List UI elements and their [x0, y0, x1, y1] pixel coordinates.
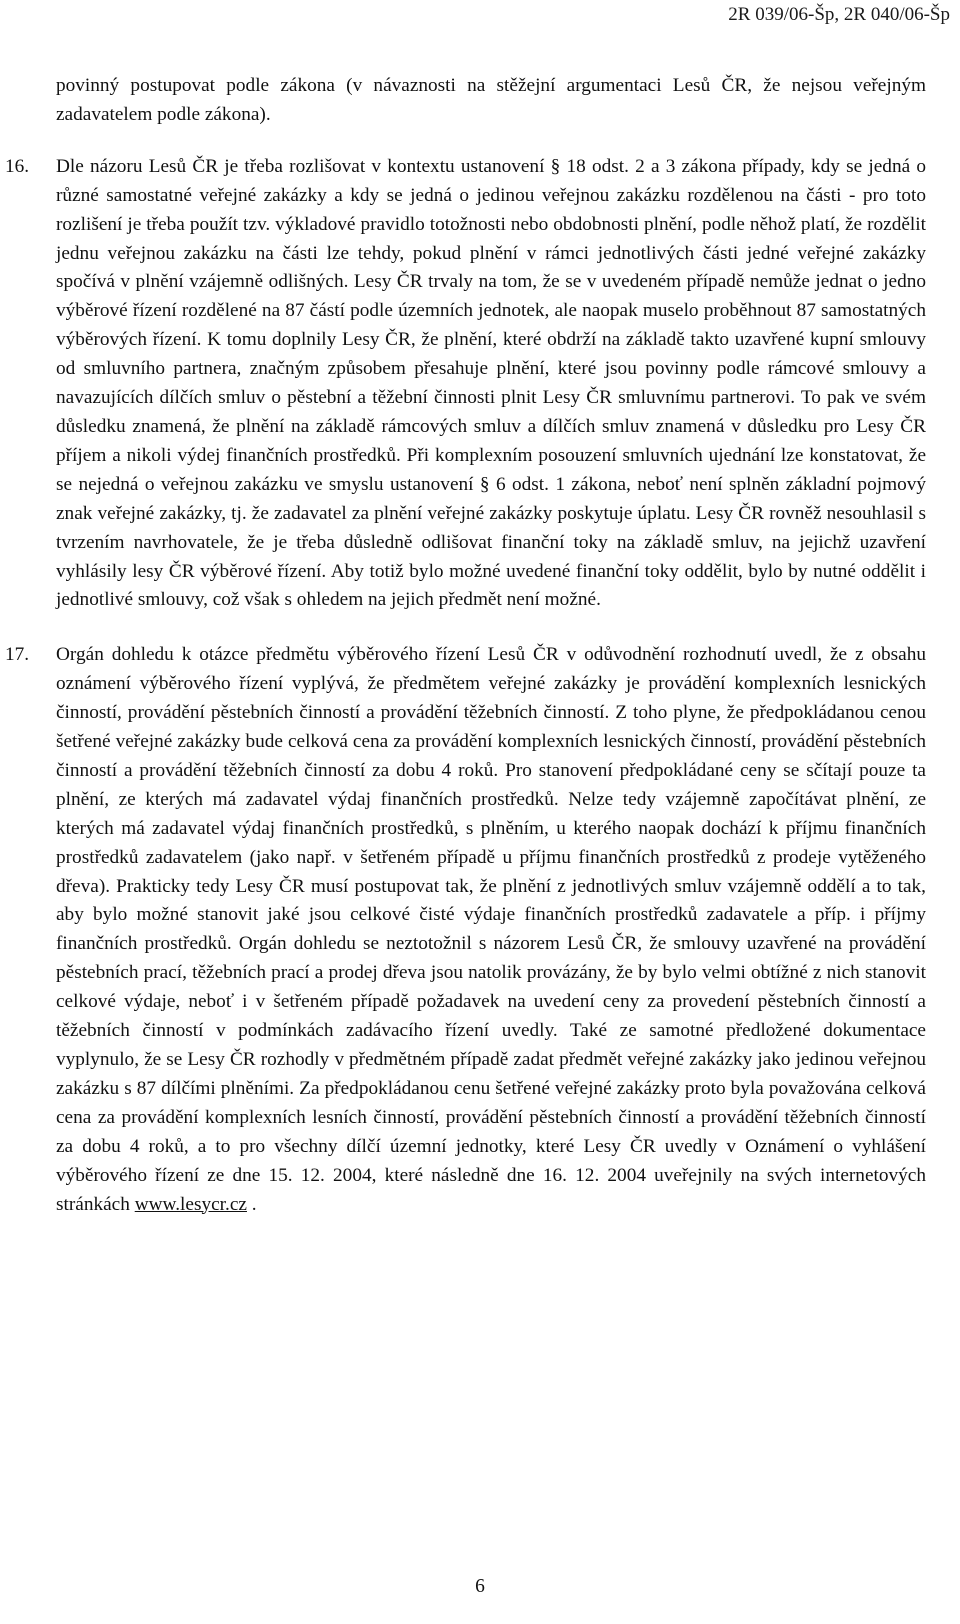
- paragraph-number: 16.: [5, 155, 30, 177]
- paragraph-text: Orgán dohledu k otázce předmětu výběrového řízení Lesů ČR v odůvodnění rozhodnutí uvedl, že z obsahu oznámení výběrového řízení vyplývá, že předmětem veřejné zakázky je provádění komplexních lesnických činností, provádění pěstebních činností a provádění těžebních činností. Z toho plyne, že předpokládanou cenou šetřené veřejné zakázky bude celková cena za provádění komplexních lesnických činností, provádění pěstebních činností a provádění těžebních činností za dobu 4 roků. Pro stanovení předpokládané ceny se sčítají pouze ta plnění, ze kterých má zadavatel výdaj finančních prostředků. Nelze tedy vzájemně započítávat plnění, ze kterých má zadavatel výdaj finančních prostředků, s plněním, u kterého naopak dochází k příjmu finančních prostředků zadavatelem (jako např. v šetřeném případě u příjmu finančních prostředků z prodeje vytěženého dřeva). Prakticky tedy Lesy ČR musí postupovat tak, že plnění z jednotlivých smluv vzájemně oddělí a to tak, aby bylo možné stanovit jaké jsou celkové čisté výdaje finančních prostředků zadavatele a příp. i příjmy finančních prostředků. Orgán dohledu se neztotožnil s názorem Lesů ČR, že smlouvy uzavřené na provádění pěstebních prací, těžebních prací a prodej dřeva jsou natolik provázány, že by bylo velmi obtížné z nich stanovit celkové výdaje, neboť i v šetřeném případě požadavek na uvedení ceny za provedení pěstebních činností a těžebních činností v podmínkách zadávacího řízení uvedly. Také ze samotné předložené dokumentace vyplynulo, že se Lesy ČR rozhodly v předmětném případě zadat předmět veřejné zakázky jako jedinou veřejnou zakázku s 87 dílčími plněními. Za předpokládanou cenu šetřené veřejné zakázky proto byla považována celková cena za provádění komplexních lesních činností, provádění pěstebních činností a provádění těžebních činností za dobu 4 roků, a to pro všechny dílčí územní jednotky, které Lesy ČR uvedly v Oznámení o vyhlášení výběrového řízení ze dne 15. 12. 2004, které následně dne 16. 12. 2004 uveřejnily na svých internetových stránkách: [56, 644, 926, 1215]
- paragraph-text: Dle názoru Lesů ČR je třeba rozlišovat v kontextu ustanovení § 18 odst. 2 a 3 zákona případy, kdy se jedná o různé samostatné veřejné zakázky a kdy se jedná o jedinou veřejnou zakázku rozdělenou na části - pro toto rozlišení je třeba použít tzv. výkladové pravidlo totožnosti nebo obdobnosti plnění, podle něhož platí, že rozdělit jednu veřejnou zakázku na části lze tehdy, pokud plnění v rámci jednotlivých části jedné veřejné zakázky spočívá v plnění vzájemně odlišných. Lesy ČR trvaly na tom, že se v uvedeném případě nemůže jednat o jedno výběrové řízení rozdělené na 87 částí podle územních jednotek, ale naopak muselo proběhnout 87 samostatných výběrových řízení. K tomu doplnily Lesy ČR, že plnění, které obdrží na základě takto uzavřené kupní smlouvy od smluvního partnera, značným způsobem přesahuje plnění, které jsou povinny podle rámcové smlouvy a navazujících dílčích smluv o pěstební a těžební činnosti plnit Lesy ČR smluvnímu partnerovi. To pak ve svém důsledku znamená, že plnění na základě rámcových smluv a dílčích smluv znamená v důsledku pro Lesy ČR příjem a nikoli výdej finančních prostředků. Při komplexním posouzení smluvních ujednání lze konstatovat, že se nejedná o veřejnou zakázku ve smyslu ustanovení § 6 odst. 1 zákona, neboť není splněn základní pojmový znak veřejné zakázky, tj. že zadavatel za plnění veřejné zakázky poskytuje úplatu. Lesy ČR rovněž nesouhlasil s tvrzením navrhovatele, že je třeba důsledně odlišovat finanční toky na základě smluv, na jejichž uzavření vyhlásily lesy ČR výběrové řízení. Aby totiž bylo možné uvedené finanční toky oddělit, bylo by nutné oddělit i jednotlivé smlouvy, což však s ohledem na jejich předmět není možné.: [56, 155, 926, 611]
- document-reference-number: 2R 039/06-Šp, 2R 040/06-Šp: [728, 4, 950, 25]
- intro-paragraph: povinný postupovat podle zákona (v návaznosti na stěžejní argumentaci Lesů ČR, že nejsou veřejným zadavatelem podle zákona).: [56, 75, 926, 125]
- paragraph-17: [5, 641, 926, 1219]
- website-link[interactable]: www.lesycr.cz: [134, 1193, 247, 1215]
- paragraph-number: 17.: [5, 644, 30, 666]
- paragraph-16: [5, 153, 926, 616]
- document-body: [5, 72, 926, 1219]
- paragraph-suffix: .: [246, 1193, 257, 1215]
- page-number: 6: [475, 1576, 485, 1597]
